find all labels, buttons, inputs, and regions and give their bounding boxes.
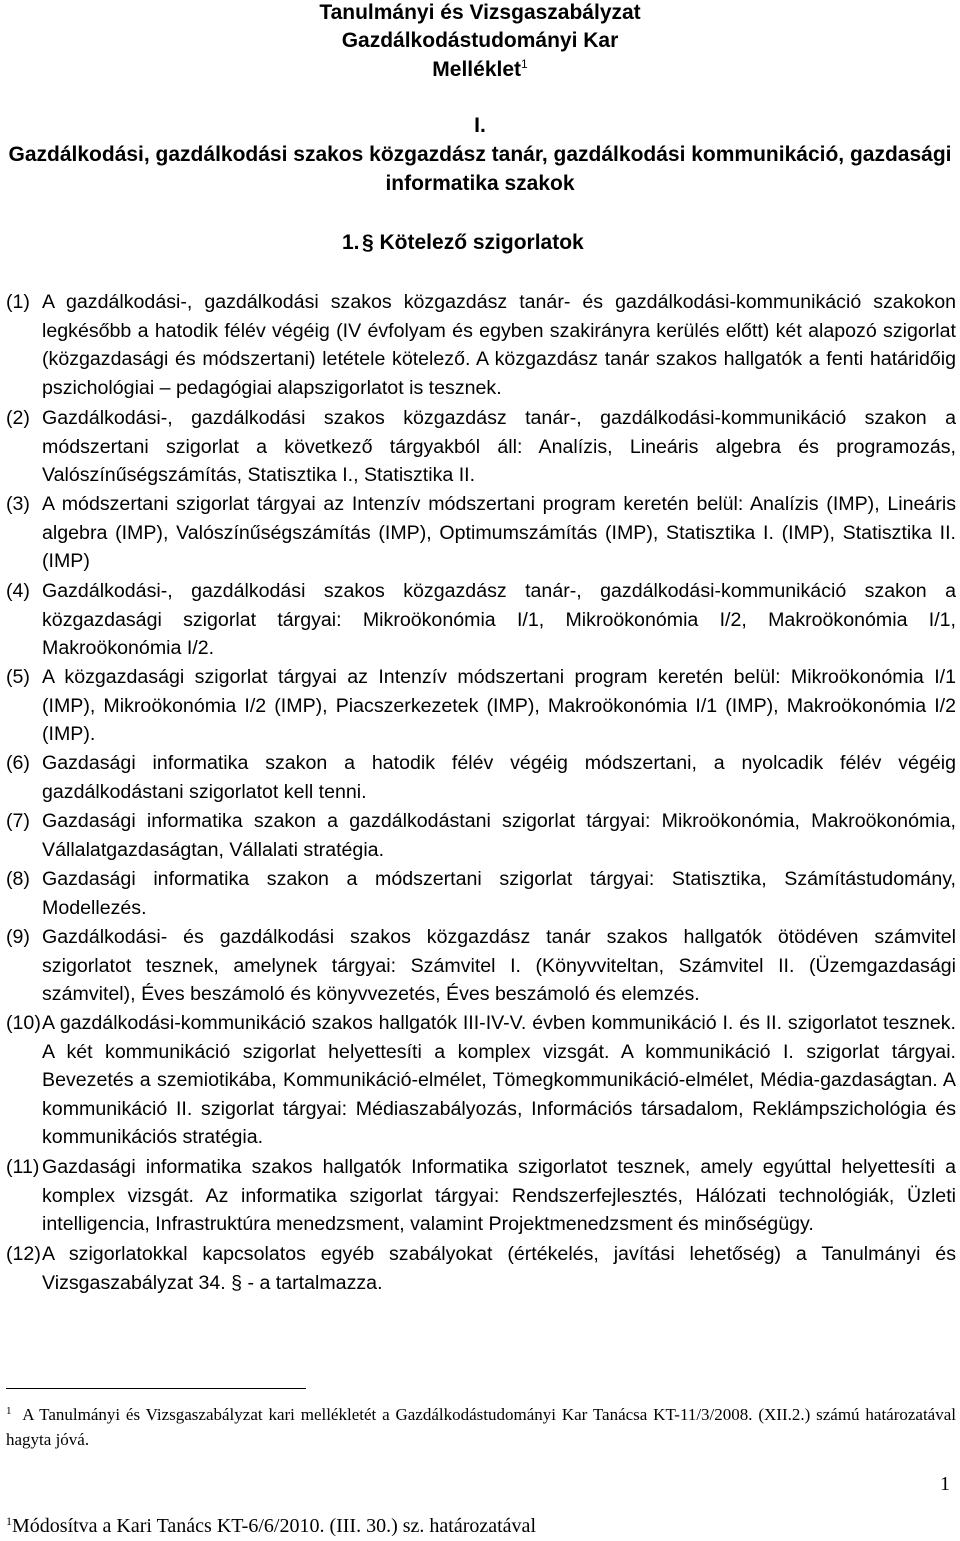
faculty-name: Gazdálkodástudományi Kar bbox=[341, 29, 619, 52]
paragraph-number: (10) bbox=[6, 1012, 41, 1034]
paragraph-number: (11) bbox=[6, 1156, 40, 1178]
footnote-mark: 1 bbox=[6, 1514, 12, 1528]
paragraph-6 bbox=[6, 749, 956, 806]
paragraph-10 bbox=[6, 1009, 956, 1152]
paragraph-number: (2) bbox=[6, 407, 30, 429]
paragraph-number: (6) bbox=[6, 752, 30, 774]
paragraph-7 bbox=[6, 807, 956, 864]
section-number: 1. bbox=[342, 231, 360, 254]
annex-footnote-mark: 1 bbox=[521, 57, 528, 71]
paragraph-number: (9) bbox=[6, 926, 30, 948]
paragraph-text: Gazdálkodási-, gazdálkodási szakos közgazdász tanár-, gazdálkodási-kommunikáció szakon a közgazdasági szigorlat tárgyai: Mikroökonómia I/1, Mikroökonómia I/2, Makroökonómia I/1, Makroökonómia I/2. bbox=[42, 580, 956, 659]
document-title: Tanulmányi és Vizsgaszabályzat bbox=[319, 1, 641, 24]
paragraph-1 bbox=[6, 288, 956, 402]
annex-label-text: Melléklet bbox=[432, 58, 522, 81]
part-subtitle-line1: Gazdálkodási, gazdálkodási szakos közgazdász tanár, gazdálkodási kommunikáció, gazdasági bbox=[8, 143, 952, 166]
footnote-text: A Tanulmányi és Vizsgaszabályzat kari mellékletét a Gazdálkodástudományi Kar Tanácsa KT-11/3/2008. (XII.2.) számú határozatával hagyta jóvá. bbox=[6, 1405, 956, 1449]
footnote-2 bbox=[6, 1514, 536, 1538]
paragraph-text: A közgazdasági szigorlat tárgyai az Intenzív módszertani program keretén belül: Mikroökonómia I/1 (IMP), Mikroökonómia I/2 (IMP), Piacszerkezetek (IMP), Makroökonómia I/1 (IMP), Makroökonómia I/2 (IMP). bbox=[42, 666, 956, 745]
paragraph-2 bbox=[6, 404, 956, 490]
paragraph-number: (8) bbox=[6, 868, 30, 890]
paragraph-text: Gazdasági informatika szakon a gazdálkodástani szigorlat tárgyai: Mikroökonómia, Makroökonómia, Vállalatgazdaságtan, Vállalati stratégia. bbox=[42, 810, 956, 861]
paragraph-text: Gazdasági informatika szakos hallgatók Informatika szigorlatot tesznek, amely egyúttal helyettesíti a komplex vizsgát. Az informatika szigorlat tárgyai: Rendszerfejlesztés, Hálózati technológiák, Üzleti intelligencia, Infrastruktúra menedzsment, valamint Projektmenedzsment és minőségügy. bbox=[42, 1156, 956, 1235]
paragraph-number: (5) bbox=[6, 666, 30, 688]
paragraph-text: Gazdasági informatika szakon a módszertani szigorlat tárgyai: Statisztika, Számítástudomány, Modellezés. bbox=[42, 868, 956, 919]
paragraph-number: (12) bbox=[6, 1243, 41, 1265]
footnote-text: Módosítva a Kari Tanács KT-6/6/2010. (III. 30.) sz. határozatával bbox=[12, 1515, 536, 1537]
paragraph-text: A módszertani szigorlat tárgyai az Intenzív módszertani program keretén belül: Analízis (IMP), Lineáris algebra (IMP), Valószínűségszámítás (IMP), Optimumszámítás (IMP), Statisztika I. (IMP), Statisztika II. (IMP) bbox=[42, 493, 956, 572]
paragraph-text: Gazdasági informatika szakon a hatodik félév végéig módszertani, a nyolcadik félév végéig gazdálkodástani szigorlatot kell tenni. bbox=[42, 752, 956, 803]
paragraph-text: A gazdálkodási-kommunikáció szakos hallgatók III-IV-V. évben kommunikáció I. és II. szigorlatot tesznek. A két kommunikáció szigorlat helyettesíti a komplex vizsgát. A kommunikáció I. szigorlat tárgyai. Bevezetés a szemiotikába, Kommunikáció-elmélet, Tömegkommunikáció-elmélet, Média-gazdaságtan. A kommunikáció II. szigorlat tárgyai: Médiaszabályozás, Információs társadalom, Reklámpszichológia és kommunikációs stratégia. bbox=[42, 1012, 956, 1148]
paragraph-4 bbox=[6, 577, 956, 663]
paragraph-text: A szigorlatokkal kapcsolatos egyéb szabályokat (értékelés, javítási lehetőség) a Tanulmányi és Vizsgaszabályzat 34. § - a tartalmazza. bbox=[42, 1243, 956, 1294]
paragraph-11 bbox=[6, 1153, 956, 1239]
paragraph-3 bbox=[6, 490, 956, 576]
paragraph-text: A gazdálkodási-, gazdálkodási szakos közgazdász tanár- és gazdálkodási-kommunikáció szakokon legkésőbb a hatodik félév végéig (IV évfolyam és egyben szakirányra kerülés előtt) két alapozó szigorlat (közgazdasági és módszertani) letétele kötelező. A közgazdász tanár szakos hallgatók a fenti határidőig pszichológiai – pedagógiai alapszigorlatot is tesznek. bbox=[42, 291, 956, 399]
part-number: I. bbox=[474, 114, 486, 137]
paragraph-12 bbox=[6, 1240, 956, 1297]
footnote-1 bbox=[6, 1402, 956, 1452]
paragraph-number: (4) bbox=[6, 580, 30, 602]
annex-label bbox=[0, 57, 960, 82]
paragraph-text: Gazdálkodási-, gazdálkodási szakos közgazdász tanár-, gazdálkodási-kommunikáció szakon a módszertani szigorlat a következő tárgyakból áll: Analízis, Lineáris algebra és programozás, Valószínűségszámítás, Statisztika I., Statisztika II. bbox=[42, 407, 956, 486]
section-title: § Kötelező szigorlatok bbox=[362, 231, 584, 254]
paragraph-8 bbox=[6, 865, 956, 922]
paragraph-5 bbox=[6, 663, 956, 749]
part-subtitle-line2: informatika szakok bbox=[385, 172, 575, 195]
paragraph-number: (3) bbox=[6, 493, 30, 515]
paragraph-9 bbox=[6, 923, 956, 1009]
paragraph-number: (1) bbox=[6, 291, 30, 313]
paragraph-text: Gazdálkodási- és gazdálkodási szakos közgazdász tanár szakos hallgatók ötödéven számvitel szigorlatot tesznek, amelynek tárgyai: Számvitel I. (Könyvviteltan, Számvitel II. (Üzemgazdasági számvitel), Éves beszámoló és könyvvezetés, Éves beszámoló és elemzés. bbox=[42, 926, 956, 1005]
paragraph-number: (7) bbox=[6, 810, 30, 832]
footnote-mark: 1 bbox=[6, 1405, 12, 1417]
footnote-separator bbox=[6, 1388, 306, 1389]
page-number: 1 bbox=[940, 1473, 950, 1495]
